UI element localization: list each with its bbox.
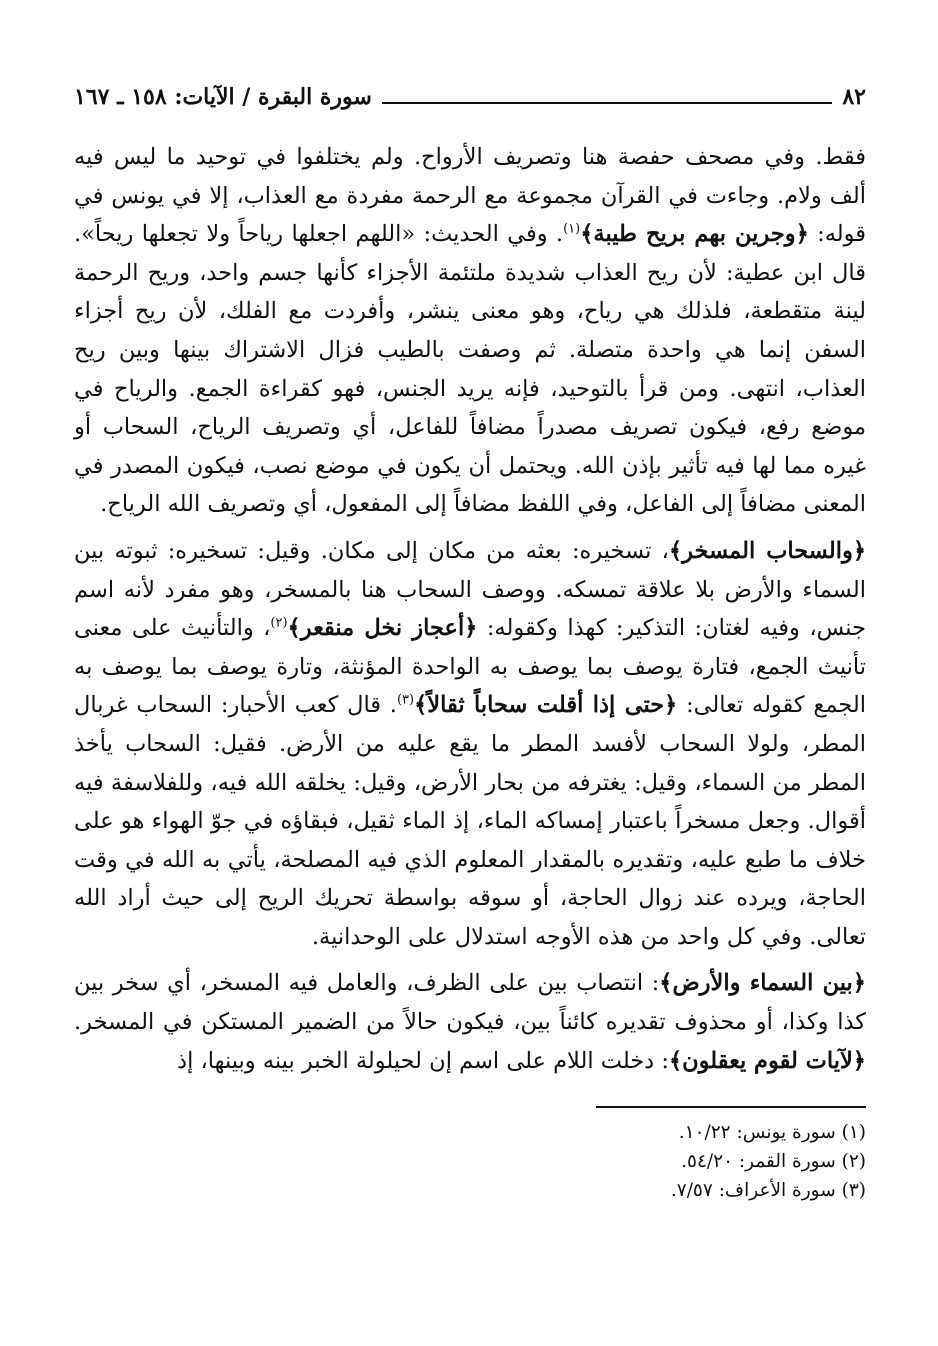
- paragraph-2: [74, 532, 866, 957]
- paragraph-3: [74, 964, 866, 1080]
- running-title: سورة البقرة / الآيات: ١٥٨ ـ ١٦٧: [74, 84, 372, 110]
- quran-quote: ﴿وجرين بهم بريح طيبة﴾: [580, 221, 809, 248]
- main-text: [74, 138, 866, 1080]
- quran-quote: ﴿أعجاز نخل منقعر﴾: [287, 615, 478, 642]
- text-segment: فقط. وفي مصحف حفصة هنا وتصريف الأرواح. ولم يختلفوا في توحيد ما ليس فيه ألف ولام. وجاءت في القرآن مجموعة مع الرحمة مفردة مع العذاب، إلا في يونس في قوله:: [74, 144, 867, 248]
- footnote-2: (٢) سورة القمر: ٥٤/٢٠.: [681, 1151, 866, 1173]
- footnote-ref: (٣): [396, 692, 415, 708]
- text-segment: ، والتأنيث على معنى تأنيث الجمع، فتارة يوصف بما يوصف به الواحدة المؤنثة، وتارة يوصف بما يوصف به الجمع كقوله تعالى:: [74, 615, 866, 719]
- footnote-rule: [596, 1106, 866, 1108]
- quran-quote: ﴿والسحاب المسخر﴾: [668, 537, 867, 564]
- header-rule: [382, 102, 833, 104]
- page-number: ٨٢: [842, 84, 866, 110]
- text-segment: : دخلت اللام على اسم إن لحيلولة الخبر بينه وبينها، إذ: [177, 1047, 669, 1074]
- footnote-ref: (١): [563, 221, 581, 237]
- text-segment: . وفي الحديث: «اللهم اجعلها رياحاً ولا تجعلها ريحاً». قال ابن عطية: لأن ريح العذاب شديدة ملتئمة الأجزاء كأنها جسم واحد، وريح الرحمة لينة متقطعة، فلذلك هي رياح، وهو معنى ينشر، وأفردت مع الفلك، لأن ريح أجزاء السفن إنما هي واحدة متصلة. ثم وصفت بالطيب فزال الاشتراك بينها وبين ريح العذاب، انتهى. ومن قرأ بالتوحيد، فإنه يريد الجنس، فهو كقراءة الجمع. والرياح في موضع رفع، فيكون تصريف مصدراً مضافاً للفاعل، أي وتصريف الرياح، السحاب أو غيره مما لها فيه تأثير بإذن الله. ويحتمل أن يكون في موضع نصب، فيكون المصدر في المعنى مضافاً إلى الفاعل، وفي اللفظ مضافاً إلى المفعول، أي وتصريف الله الرياح.: [74, 221, 866, 518]
- quran-quote: ﴿لآيات لقوم يعقلون﴾: [668, 1047, 866, 1074]
- footnotes: [74, 1118, 866, 1205]
- paragraph-1: [74, 138, 866, 524]
- text-segment: ، تسخيره: بعثه من مكان إلى مكان. وقيل: تسخيره: ثبوته بين السماء والأرض بلا علاقة تمسكه. ووصف السحاب هنا بالمسخر، وهو مفرد لأنه اسم جنس، وفيه لغتان: التذكير: كهذا وكقوله:: [74, 537, 866, 642]
- text-segment: . قال كعب الأحبار: السحاب غربال المطر، ولولا السحاب لأفسد المطر ما يقع عليه من الأرض. فقيل: السحاب يأخذ المطر من السماء، وقيل: يغترفه من بحار الأرض، وقيل: يخلقه الله فيه، وللفلاسفة فيه أقوال. وجعل مسخراً باعتبار إمساكه الماء، إذ الماء ثقيل، فبقاؤه في جوّ الهواء هو على خلاف ما طبع عليه، وتقديره بالمقدار المعلوم الذي فيه المصلحة، يأتي به الله في وقت الحاجة، ويرده عند زوال الحاجة، أو سوقه بواسطة تحريك الريح إلى حيث أراد الله تعالى. وفي كل واحد من هذه الأوجه استدلال على الوحدانية.: [74, 692, 866, 950]
- text-segment: : انتصاب بين على الظرف، والعامل فيه المسخر، أي سخر بين كذا وكذا، أو محذوف تقديره كائناً بين، فيكون حالاً من الضمير المستكن في المسخر.: [74, 970, 866, 1036]
- page: [74, 78, 866, 1205]
- footnote-3: (٣) سورة الأعراف: ٧/٥٧.: [670, 1180, 866, 1202]
- running-header: [74, 78, 866, 112]
- footnote-ref: (٢): [270, 615, 288, 631]
- footnote-1: (١) سورة يونس: ١٠/٢٢.: [678, 1122, 866, 1144]
- quran-quote: ﴿حتى إذا أقلت سحاباً ثقالاً﴾: [414, 692, 678, 719]
- quran-quote: ﴿بين السماء والأرض﴾: [659, 970, 866, 997]
